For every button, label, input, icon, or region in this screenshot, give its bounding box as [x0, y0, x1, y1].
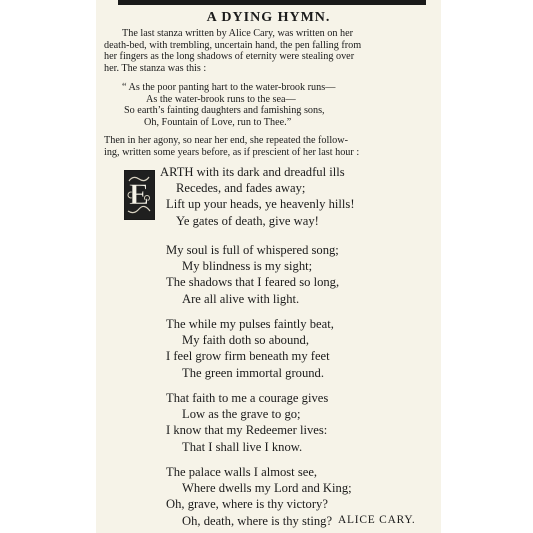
poem-line: ARTH with its dark and dreadful ills	[160, 165, 345, 179]
drop-cap-ornament-icon	[125, 171, 153, 218]
poem-line: Are all alive with light.	[182, 291, 300, 306]
poem-line: Low as the grave to go;	[182, 407, 301, 422]
poem-stanza-3	[166, 316, 334, 381]
poem-line: I feel grow firm beneath my feet	[166, 349, 330, 364]
poem-line: Where dwells my Lord and King;	[182, 481, 352, 496]
intro-line: her fingers as the long shadows of eternity were stealing over	[104, 51, 355, 63]
poem-line: The palace walls I almost see,	[166, 465, 318, 479]
drop-cap-initial	[124, 170, 155, 220]
poem-line: Ye gates of death, give way!	[176, 213, 319, 228]
lead-line: ing, written some years before, as if prescient of her last hour :	[104, 146, 360, 158]
quoted-line: Oh, Fountain of Love, run to Thee.”	[144, 116, 292, 128]
intro-line: death-bed, with trembling, uncertain hand, the pen falling from	[104, 39, 362, 51]
poem-line: That I shall live I know.	[182, 439, 303, 454]
quoted-stanza	[122, 82, 422, 128]
poem-stanza-4	[166, 390, 328, 455]
clipping-page	[96, 0, 441, 533]
poem-line: The green immortal ground.	[182, 365, 324, 380]
quoted-line: As the water-brook runs to the sea—	[146, 93, 296, 105]
poem-line: My soul is full of whispered song;	[166, 243, 339, 257]
poem-line: The shadows that I feared so long,	[166, 275, 340, 290]
poem-line: Oh, grave, where is thy victory?	[166, 497, 328, 512]
author-signature: ALICE CARY.	[338, 514, 416, 526]
intro-line: her. The stanza was this :	[104, 62, 207, 74]
poem-line: Oh, death, where is thy sting?	[182, 513, 333, 528]
poem-line: My faith doth so abound,	[182, 333, 309, 348]
intro-line: The last stanza written by Alice Cary, was written on her	[122, 28, 354, 39]
quoted-line: So earth’s fainting daughters and famishing sons,	[124, 105, 325, 117]
poem-line: The while my pulses faintly beat,	[166, 317, 334, 331]
poem-stanza-5	[166, 464, 352, 529]
quoted-line: “ As the poor panting hart to the water-brook runs—	[122, 82, 336, 93]
intro-paragraph	[104, 28, 432, 74]
top-rule	[118, 0, 426, 5]
poem-line: My blindness is my sight;	[182, 259, 313, 274]
poem-line: Lift up your heads, ye heavenly hills!	[166, 197, 355, 212]
lead-paragraph	[104, 135, 434, 158]
poem-line: I know that my Redeemer lives:	[166, 423, 328, 438]
page-title: A DYING HYMN.	[206, 10, 331, 25]
poem-line: Recedes, and fades away;	[176, 181, 306, 196]
poem-line: That faith to me a courage gives	[166, 391, 329, 405]
drop-cap-letter: E	[128, 178, 150, 211]
poem-stanza-1	[160, 164, 355, 229]
lead-line: Then in her agony, so near her end, she repeated the follow-	[104, 135, 349, 146]
poem-stanza-2	[166, 242, 339, 307]
